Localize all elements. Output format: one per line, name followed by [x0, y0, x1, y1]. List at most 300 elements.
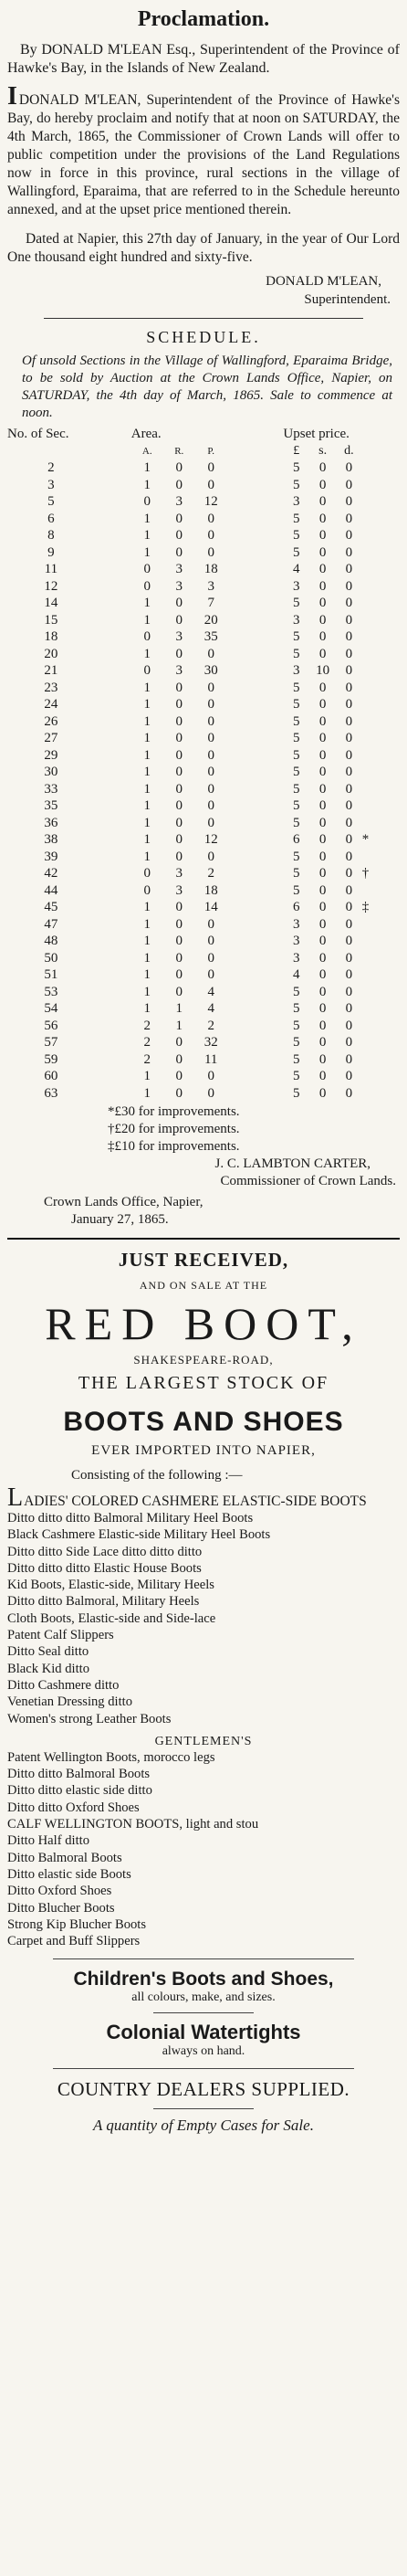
schedule-description: Of unsold Sections in the Village of Wallingford, Eparaima Bridge, to be sold by Auction at the Crown Lands Office, Napier, on SATURDAY, the 4th day of March, 1865. Sale to commence at noon.: [22, 354, 392, 420]
price-shillings: 0: [318, 1069, 327, 1083]
area-roods: 0: [175, 815, 183, 830]
price-pence: 0: [345, 1001, 353, 1016]
sec: 29: [44, 747, 58, 763]
list-item: Patent Calf Slippers: [7, 1628, 114, 1643]
list-item: Patent Wellington Boots, morocco legs: [7, 1749, 215, 1765]
list-item: Ditto Seal ditto: [7, 1644, 89, 1660]
list-item: Ditto Oxford Shoes: [7, 1884, 112, 1899]
price-mark: [362, 747, 400, 765]
table-row: [7, 815, 400, 832]
price-shillings: 0: [318, 680, 327, 695]
price-pence: 0: [345, 544, 353, 560]
table-row: [7, 966, 400, 984]
area-perches: 12: [204, 832, 218, 847]
price-mark: ‡: [361, 900, 370, 914]
list-item: Black Cashmere Elastic-side Military Heel Boots: [7, 1527, 271, 1543]
price-pounds: 5: [293, 1018, 300, 1033]
table-row: [7, 831, 400, 849]
sec: 18: [44, 629, 58, 644]
price-pence: 0: [345, 747, 353, 763]
area-roods: 0: [175, 967, 183, 982]
table-row: [7, 950, 400, 967]
colonial-sub: always on hand.: [162, 2044, 245, 2059]
area-acres: 1: [143, 612, 151, 628]
price-pounds: 6: [293, 900, 300, 914]
area-acres: 1: [143, 646, 151, 661]
area-acres: 1: [143, 747, 151, 763]
area-roods: 0: [175, 765, 183, 779]
table-row: [7, 561, 400, 578]
price-mark: [362, 1000, 400, 1018]
table-row: [7, 984, 400, 1001]
price-mark: [362, 561, 400, 578]
area-acres: 0: [143, 882, 151, 898]
proclamation-dated: Dated at Napier, this 27th day of January, in the year of Our Lord One thousand eight hundred and sixty-five.: [7, 231, 400, 265]
price-shillings: 0: [318, 832, 327, 847]
price-pounds: 3: [293, 950, 300, 966]
area-perches: 11: [204, 1051, 218, 1067]
area-roods: 3: [175, 562, 183, 576]
area-roods: 0: [175, 528, 183, 543]
area-perches: 0: [207, 511, 214, 526]
price-pounds: 5: [293, 798, 300, 813]
commissioner-title: Commissioner of Crown Lands.: [220, 1174, 396, 1188]
sec: 12: [44, 578, 58, 594]
area-roods: 0: [175, 950, 183, 966]
list-item: Ditto ditto Side Lace ditto ditto ditto: [7, 1544, 203, 1559]
area-roods: 0: [175, 713, 183, 729]
area-perches: 4: [207, 984, 214, 999]
ladies-dropcap: L: [7, 1483, 24, 1512]
sec: 39: [44, 849, 58, 864]
table-row: [7, 1051, 400, 1069]
price-pounds: 5: [293, 747, 300, 763]
list-item: Ditto ditto ditto Elastic House Boots: [7, 1560, 202, 1576]
price-shillings: 0: [318, 849, 327, 864]
price-mark: [362, 713, 400, 731]
table-row: [7, 578, 400, 596]
price-pounds: 6: [293, 832, 300, 847]
sub-p: P.: [207, 445, 215, 457]
price-mark: [362, 662, 400, 680]
price-pounds: 5: [293, 1001, 300, 1016]
price-mark: *: [361, 832, 370, 847]
proclamation-signature-title: Superintendent.: [304, 292, 391, 307]
table-row: [7, 493, 400, 511]
area-roods: 0: [175, 832, 183, 847]
area-roods: 0: [175, 646, 183, 661]
list-item: CALF WELLINGTON BOOTS, light and stou: [7, 1817, 259, 1832]
price-mark: [362, 1085, 400, 1103]
price-pounds: 5: [293, 713, 300, 729]
price-pounds: 5: [293, 646, 300, 661]
price-mark: [362, 984, 400, 1001]
price-mark: [362, 1051, 400, 1069]
area-roods: 3: [175, 629, 183, 644]
table-row: [7, 646, 400, 663]
list-item: Ditto elastic side Boots: [7, 1866, 131, 1882]
price-pence: 0: [345, 967, 353, 982]
price-pounds: 5: [293, 1051, 300, 1067]
price-pence: 0: [345, 798, 353, 813]
area-acres: 0: [143, 494, 151, 509]
price-mark: [362, 966, 400, 984]
sec: 45: [44, 900, 58, 914]
table-row: [7, 797, 400, 815]
price-mark: [362, 544, 400, 562]
sec: 59: [44, 1051, 58, 1067]
sec: 51: [44, 967, 58, 982]
area-perches: 0: [207, 916, 214, 932]
price-shillings: 0: [318, 747, 327, 763]
table-row: [7, 662, 400, 680]
price-pence: 0: [345, 511, 353, 526]
price-pounds: 5: [293, 1085, 300, 1101]
ladies-items: [7, 1510, 400, 1727]
price-pence: 0: [345, 578, 353, 594]
area-acres: 1: [143, 680, 151, 695]
divider: [153, 2108, 254, 2109]
schedule-title: SCHEDULE.: [146, 328, 261, 346]
sec: 23: [44, 680, 58, 695]
table-row: [7, 527, 400, 544]
area-acres: 0: [143, 663, 151, 678]
area-acres: 0: [143, 866, 151, 881]
price-pounds: 3: [293, 494, 300, 509]
list-item: Cloth Boots, Elastic-side and Side-lace: [7, 1610, 216, 1626]
price-pounds: 5: [293, 882, 300, 898]
price-pounds: 5: [293, 477, 300, 492]
price-mark: [362, 696, 400, 713]
sec: 27: [44, 731, 58, 745]
proclamation-body: [7, 82, 400, 219]
price-pence: 0: [345, 680, 353, 695]
price-shillings: 0: [318, 612, 327, 628]
price-pence: 0: [345, 528, 353, 543]
ladies-heading: [7, 1483, 400, 1512]
list-item: Ditto Blucher Boots: [7, 1900, 115, 1916]
list-item: Ditto Half ditto: [7, 1833, 89, 1849]
area-roods: 0: [175, 544, 183, 560]
sec: 9: [47, 544, 55, 560]
area-perches: 0: [207, 528, 214, 543]
price-mark: [362, 578, 400, 596]
price-pounds: 5: [293, 815, 300, 830]
improvement-note: ‡£10 for improvements.: [108, 1139, 240, 1154]
area-perches: 3: [207, 578, 214, 594]
area-perches: 7: [207, 596, 214, 610]
table-row: [7, 747, 400, 765]
area-perches: 20: [204, 612, 218, 628]
price-pence: 0: [345, 815, 353, 830]
area-roods: 0: [175, 477, 183, 492]
table-row: [7, 511, 400, 528]
price-shillings: 0: [318, 562, 327, 576]
price-pounds: 5: [293, 680, 300, 695]
sec: 6: [47, 511, 55, 526]
price-pence: 0: [345, 781, 353, 797]
area-roods: 0: [175, 511, 183, 526]
childrens-boots: Children's Boots and Shoes,: [73, 1969, 334, 1990]
list-item: Women's strong Leather Boots: [7, 1711, 172, 1726]
price-shillings: 0: [318, 882, 327, 898]
area-acres: 1: [143, 1001, 151, 1016]
price-shillings: 0: [318, 629, 327, 644]
area-roods: 0: [175, 798, 183, 813]
area-acres: 1: [143, 528, 151, 543]
sec: 44: [44, 882, 58, 898]
table-row: [7, 865, 400, 882]
price-shillings: 0: [318, 1001, 327, 1016]
area-perches: 0: [207, 798, 214, 813]
gentlemen-heading: GENTLEMEN'S: [154, 1734, 253, 1748]
price-mark: [362, 493, 400, 511]
price-pounds: 5: [293, 596, 300, 610]
empty-cases: A quantity of Empty Cases for Sale.: [93, 2117, 314, 2135]
area-perches: 0: [207, 460, 214, 475]
price-pence: 0: [345, 1085, 353, 1101]
area-roods: 0: [175, 1051, 183, 1067]
area-acres: 1: [143, 849, 151, 864]
schedule-header-row: [7, 426, 400, 443]
list-item: Strong Kip Blucher Boots: [7, 1916, 147, 1932]
list-item: Ditto ditto ditto Balmoral Military Heel Boots: [7, 1511, 254, 1526]
area-acres: 1: [143, 798, 151, 813]
price-shillings: 0: [318, 494, 327, 509]
price-shillings: 0: [318, 950, 327, 966]
area-roods: 3: [175, 663, 183, 678]
improvement-note: *£30 for improvements.: [108, 1104, 240, 1119]
sec: 57: [44, 1035, 58, 1050]
area-acres: 1: [143, 765, 151, 779]
sec: 5: [47, 494, 55, 509]
area-perches: 0: [207, 544, 214, 560]
price-pence: 0: [345, 663, 353, 678]
area-perches: 0: [207, 747, 214, 763]
divider: [53, 2068, 354, 2069]
price-shillings: 0: [318, 477, 327, 492]
price-pence: 0: [345, 1069, 353, 1083]
ladies-heading-text: ADIES' COLORED CASHMERE ELASTIC-SIDE BOOTS: [24, 1494, 367, 1509]
area-perches: 0: [207, 849, 214, 864]
area-perches: 0: [207, 713, 214, 729]
area-acres: 1: [143, 697, 151, 712]
price-pence: 0: [345, 494, 353, 509]
area-perches: 2: [207, 1018, 214, 1033]
table-row: [7, 730, 400, 747]
section-divider: [7, 1238, 400, 1240]
price-shillings: 0: [318, 900, 327, 914]
price-pence: 0: [345, 832, 353, 847]
price-pence: 0: [345, 1035, 353, 1050]
area-acres: 2: [143, 1018, 151, 1033]
price-mark: [362, 781, 400, 798]
price-pence: 0: [345, 984, 353, 999]
price-pounds: 4: [293, 562, 300, 576]
table-row: [7, 1000, 400, 1018]
proclamation-title: Proclamation.: [137, 7, 270, 31]
area-acres: 2: [143, 1051, 151, 1067]
price-shillings: 0: [318, 916, 327, 932]
area-perches: 0: [207, 731, 214, 745]
price-pence: 0: [345, 731, 353, 745]
area-perches: 18: [204, 562, 218, 576]
price-pence: 0: [345, 916, 353, 932]
area-acres: 1: [143, 950, 151, 966]
country-dealers: COUNTRY DEALERS SUPPLIED.: [57, 2078, 350, 2101]
area-acres: 1: [143, 477, 151, 492]
price-mark: [362, 612, 400, 629]
price-pounds: 5: [293, 765, 300, 779]
table-row: [7, 1085, 400, 1103]
price-pence: 0: [345, 1051, 353, 1067]
sec: 11: [44, 562, 58, 576]
area-perches: 0: [207, 680, 214, 695]
sec: 48: [44, 934, 58, 948]
sec: 30: [44, 765, 58, 779]
sec: 20: [44, 646, 58, 661]
area-roods: 3: [175, 866, 183, 881]
area-perches: 12: [204, 494, 218, 509]
sec: 14: [44, 596, 58, 610]
price-pounds: 3: [293, 663, 300, 678]
schedule-rows: [7, 459, 400, 1102]
table-row: [7, 916, 400, 934]
area-roods: 1: [175, 1001, 183, 1016]
list-item: Venetian Dressing ditto: [7, 1694, 132, 1710]
sec: 42: [44, 866, 58, 881]
sub-pence: d.: [344, 443, 354, 458]
price-pounds: 3: [293, 916, 300, 932]
price-pence: 0: [345, 596, 353, 610]
area-perches: 35: [204, 629, 218, 644]
area-acres: 1: [143, 713, 151, 729]
area-perches: 0: [207, 697, 214, 712]
area-roods: 1: [175, 1018, 183, 1033]
area-roods: 0: [175, 916, 183, 932]
price-shillings: 0: [318, 596, 327, 610]
price-pence: 0: [345, 697, 353, 712]
area-roods: 0: [175, 731, 183, 745]
price-mark: [362, 459, 400, 477]
sec: 8: [47, 528, 55, 543]
table-row: [7, 696, 400, 713]
divider: [153, 2012, 254, 2013]
area-acres: 2: [143, 1035, 151, 1050]
price-pounds: 5: [293, 1035, 300, 1050]
price-pounds: 5: [293, 460, 300, 475]
area-perches: 0: [207, 646, 214, 661]
table-row: [7, 849, 400, 866]
area-perches: 2: [207, 866, 214, 881]
area-roods: 3: [175, 882, 183, 898]
price-pence: 0: [345, 612, 353, 628]
area-roods: 0: [175, 1035, 183, 1050]
table-row: [7, 1018, 400, 1035]
area-acres: 1: [143, 832, 151, 847]
price-shillings: 0: [318, 697, 327, 712]
price-mark: [362, 646, 400, 663]
price-mark: [362, 764, 400, 781]
divider: [53, 1958, 354, 1959]
area-perches: 0: [207, 950, 214, 966]
price-shillings: 0: [318, 544, 327, 560]
table-row: [7, 933, 400, 950]
list-item: Black Kid ditto: [7, 1661, 89, 1676]
sec: 33: [44, 781, 58, 797]
price-pounds: 5: [293, 511, 300, 526]
sec: 54: [44, 1001, 58, 1016]
price-pounds: 5: [293, 731, 300, 745]
price-mark: [362, 797, 400, 815]
area-roods: 0: [175, 697, 183, 712]
sec: 15: [44, 612, 58, 628]
list-item: Ditto ditto Balmoral Boots: [7, 1767, 151, 1782]
price-shillings: 0: [318, 731, 327, 745]
list-item: Ditto Cashmere ditto: [7, 1677, 120, 1693]
table-row: [7, 713, 400, 731]
sec: 50: [44, 950, 58, 966]
sub-shilling: s.: [318, 443, 328, 458]
advert-consisting: Consisting of the following :—: [71, 1468, 243, 1483]
price-shillings: 0: [318, 815, 327, 830]
area-acres: 1: [143, 934, 151, 948]
price-pounds: 5: [293, 1069, 300, 1083]
price-shillings: 0: [318, 798, 327, 813]
area-acres: 1: [143, 1085, 151, 1101]
list-item: Ditto Balmoral Boots: [7, 1850, 122, 1865]
sec: 63: [44, 1085, 58, 1101]
price-shillings: 0: [318, 765, 327, 779]
area-acres: 1: [143, 460, 151, 475]
sub-a: A.: [141, 445, 152, 457]
sec: 3: [47, 477, 55, 492]
area-perches: 0: [207, 1069, 214, 1083]
price-pence: 0: [345, 460, 353, 475]
header-area: Area.: [130, 427, 162, 441]
price-pounds: 3: [293, 934, 300, 948]
sec: 2: [47, 460, 55, 475]
advert-address: SHAKESPEARE-ROAD,: [133, 1353, 274, 1367]
office-location: Crown Lands Office, Napier,: [44, 1195, 204, 1209]
price-pounds: 3: [293, 578, 300, 594]
price-pounds: 5: [293, 866, 300, 881]
price-shillings: 0: [318, 713, 327, 729]
list-item: Ditto ditto Oxford Shoes: [7, 1800, 140, 1815]
area-roods: 0: [175, 900, 183, 914]
proclamation-body-text: DONALD M'LEAN, Superintendent of the Province of Hawke's Bay, do hereby proclaim and notify that at noon on SATURDAY, the 4th March, 1865, the Commissioner of Crown Lands will offer to public competition under the provisions of the Land Regulations now in force in this province, rural sections in the village of Wallingford, Eparaima, that are referred to in the Schedule hereunto annexed, and at the upset price mentioned therein.: [7, 92, 400, 217]
area-perches: 0: [207, 815, 214, 830]
sec: 47: [44, 916, 58, 932]
improvement-notes: [7, 1103, 400, 1156]
price-pence: 0: [345, 950, 353, 966]
price-shillings: 0: [318, 781, 327, 797]
advert-shop-name: RED BOOT,: [45, 1298, 362, 1349]
table-row: [7, 628, 400, 646]
area-roods: 3: [175, 494, 183, 509]
price-pounds: 5: [293, 849, 300, 864]
price-pence: 0: [345, 713, 353, 729]
price-shillings: 0: [318, 460, 327, 475]
price-pence: 0: [345, 646, 353, 661]
price-mark: †: [361, 866, 370, 881]
price-pence: 0: [345, 866, 353, 881]
price-pence: 0: [345, 562, 353, 576]
price-mark: [362, 680, 400, 697]
area-roods: 0: [175, 747, 183, 763]
proclamation-signature: DONALD M'LEAN,: [266, 274, 381, 289]
area-roods: 0: [175, 1085, 183, 1101]
